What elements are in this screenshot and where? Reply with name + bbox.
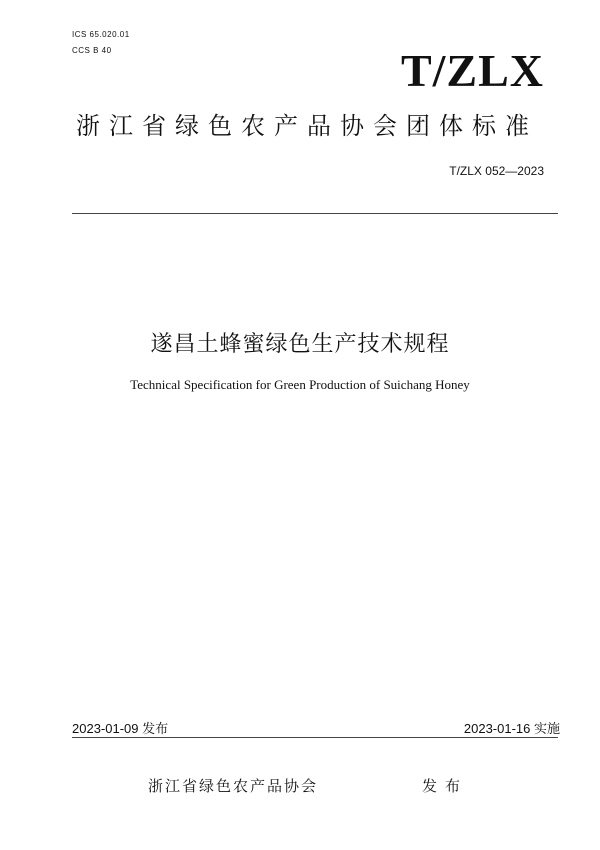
issue-date: 2023-01-09 发布 bbox=[72, 721, 169, 736]
header-divider bbox=[72, 213, 558, 214]
organization-standard-header: 浙江省绿色农产品协会团体标准 bbox=[76, 112, 538, 140]
ics-code: ICS 65.020.01 bbox=[72, 30, 130, 39]
implementation-date: 2023-01-16 实施 bbox=[463, 721, 560, 736]
ccs-code: CCS B 40 bbox=[72, 46, 112, 55]
publisher-name: 浙江省绿色农产品协会 bbox=[148, 777, 319, 795]
footer-divider bbox=[72, 737, 558, 738]
document-title-chinese: 遂昌土蜂蜜绿色生产技术规程 bbox=[150, 332, 450, 357]
publish-label: 发布 bbox=[422, 777, 469, 795]
document-title-english: Technical Specification for Green Production of Suichang Honey bbox=[130, 377, 470, 392]
standard-number: T/ZLX 052—2023 bbox=[449, 164, 544, 178]
standard-logo: T/ZLX bbox=[400, 45, 544, 96]
